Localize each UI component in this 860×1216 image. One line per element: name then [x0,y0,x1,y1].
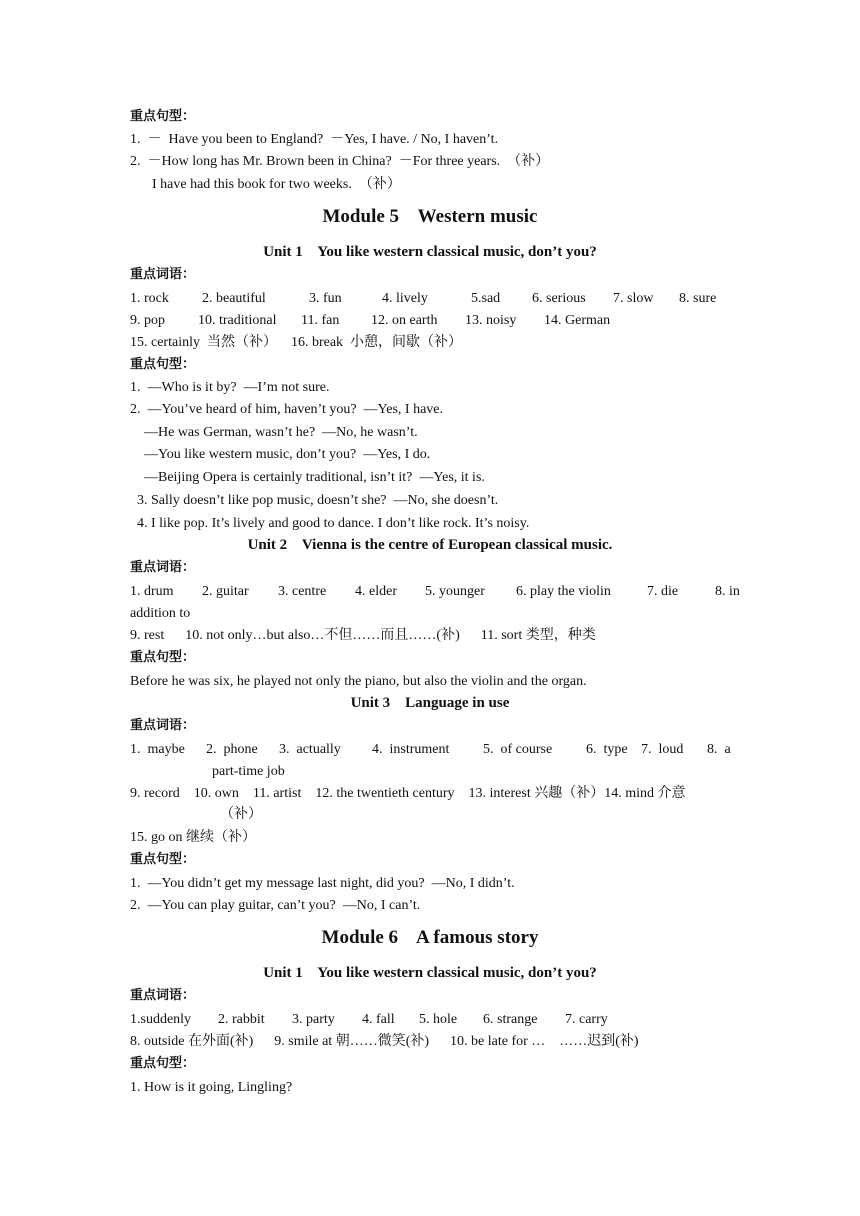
word-line: 15. certainly 当然（补） 16. break 小憩，间歇（补） [130,335,463,350]
word-row [130,312,732,330]
word-item: 8. sure [679,291,717,306]
sentences-label: 重点句型： [130,109,196,124]
word-item: 6. play the violin [516,584,611,599]
word-item: 4. instrument [372,742,450,757]
word-item: 14. German [544,313,611,328]
word-item: 4. lively [382,291,428,306]
sentence-line: —Beijing Opera is certainly traditional, isn’t it? —Yes, it is. [144,470,485,485]
words-label: 重点词语： [130,718,196,733]
words-label: 重点词语： [130,267,196,282]
word-item: 2. guitar [202,584,249,599]
word-row [130,1011,732,1029]
sentence-line: 1. How is it going, Lingling? [130,1080,293,1095]
word-item: 6. type [586,742,628,757]
word-item: 12. on earth [371,313,438,328]
words-label: 重点词语： [130,988,196,1003]
word-item: 5. hole [419,1012,458,1027]
word-item: 8. in [715,584,740,599]
sentence-line: —He was German, wasn’t he? —No, he wasn’t. [144,425,418,440]
unit-title: Unit 1 You like western classical music, don’t you? [263,244,597,260]
sentence-line: 2. —You’ve heard of him, haven’t you? —Yes, I have. [130,402,444,417]
unit-title: Unit 1 You like western classical music, don’t you? [263,965,597,981]
sentence-line: 1. － Have you been to England? －Yes, I have. / No, I haven’t. [130,132,499,147]
word-item: 9. pop [130,313,165,328]
word-item: 2. rabbit [218,1012,265,1027]
word-item: 4. elder [355,584,397,599]
word-item: 5. younger [425,584,485,599]
word-item: 7. slow [613,291,654,306]
word-item: 5. of course [483,742,553,757]
word-line: 15. go on 继续（补） [130,830,256,845]
word-row [130,583,740,601]
word-line: 9. record 10. own 11. artist 12. the twentieth century 13. interest 兴趣（补）14. mind 介意 [130,786,686,801]
sentences-label: 重点句型： [130,852,196,867]
unit-title: Unit 2 Vienna is the centre of European classical music. [247,537,613,553]
word-line: part-time job [212,764,285,779]
word-item: 1.suddenly [130,1012,192,1027]
word-line: 8. outside 在外面(补) 9. smile at 朝……微笑(补) 10. be late for … ……迟到(补) [130,1034,639,1049]
word-item: 5.sad [471,291,501,306]
word-item: 1. rock [130,291,169,306]
word-item: 3. fun [309,291,342,306]
sentence-line: 2. —You can play guitar, can’t you? —No, I can’t. [130,898,421,913]
word-line: （补） [220,807,262,822]
word-item: 2. phone [206,742,258,757]
word-item: 7. carry [565,1012,608,1027]
word-item: 3. actually [279,742,341,757]
word-item: 6. strange [483,1012,538,1027]
word-item: 13. noisy [465,313,517,328]
word-item: 3. centre [278,584,327,599]
sentence-line: —You like western music, don’t you? —Yes, I do. [144,447,431,462]
word-item: 6. serious [532,291,586,306]
word-line: 9. rest 10. not only…but also…不但……而且……(补) 11. sort 类型，种类 [130,628,596,643]
word-row [130,290,732,308]
sentence-line: 3. Sally doesn’t like pop music, doesn’t she? —No, she doesn’t. [137,493,499,508]
unit-title: Unit 3 Language in use [350,695,510,711]
sentence-line: 4. I like pop. It’s lively and good to dance. I don’t like rock. It’s noisy. [137,516,530,531]
word-item: 3. party [292,1012,335,1027]
sentences-label: 重点句型： [130,1056,196,1071]
word-item: 10. traditional [198,313,277,328]
word-item: 7. die [647,584,679,599]
module-title: Module 5 Western music [322,206,538,227]
sentence-line: 1. —Who is it by? —I’m not sure. [130,380,330,395]
sentence-line: 2. －How long has Mr. Brown been in China? －For three years. （补） [130,154,550,169]
words-label: 重点词语： [130,560,196,575]
word-line: addition to [130,606,191,621]
word-item: 7. loud [641,742,684,757]
sentence-line: 1. —You didn’t get my message last night, did you? —No, I didn’t. [130,876,515,891]
word-item: 8. a [707,742,731,757]
word-row [130,741,732,759]
word-item: 1. drum [130,584,174,599]
module-title: Module 6 A famous story [321,927,539,948]
word-item: 2. beautiful [202,291,266,306]
sentence-line: I have had this book for two weeks. （补） [152,177,401,192]
word-item: 4. fall [362,1012,395,1027]
sentences-label: 重点句型： [130,650,196,665]
sentence-line: Before he was six, he played not only the piano, but also the violin and the organ. [130,674,587,689]
word-item: 1. maybe [130,742,185,757]
sentences-label: 重点句型： [130,357,196,372]
word-item: 11. fan [301,313,340,328]
